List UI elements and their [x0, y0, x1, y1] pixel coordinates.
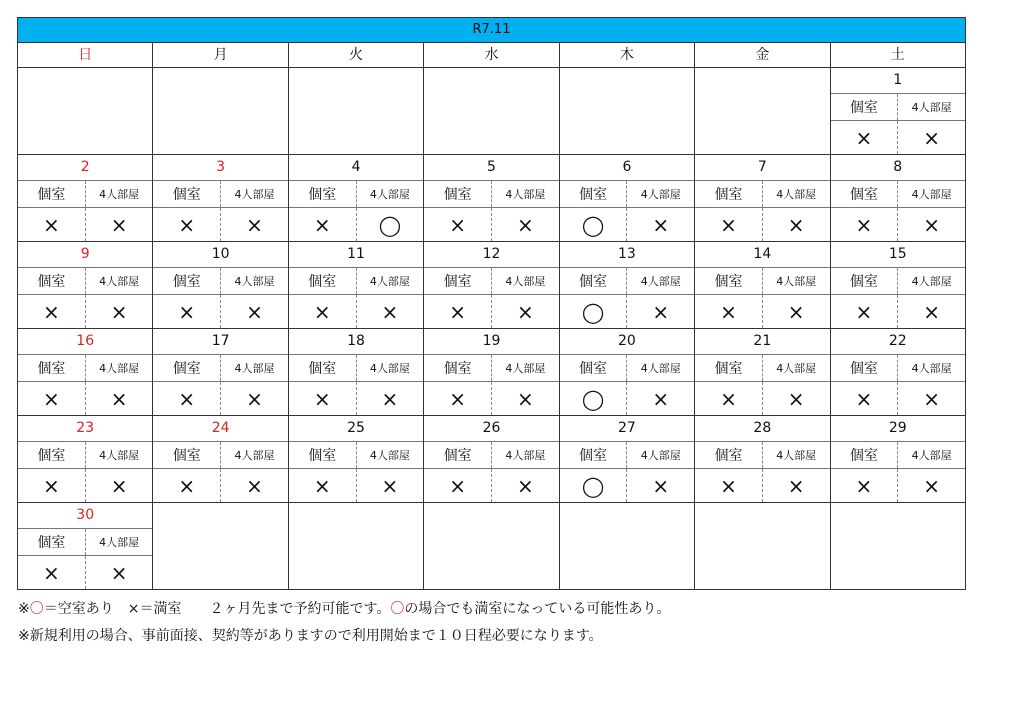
private-room-label: 個室 — [695, 442, 763, 468]
shared-availability-mark: × — [787, 386, 805, 411]
private-availability-mark: × — [695, 208, 763, 241]
day-number: 6 — [560, 155, 694, 181]
empty-day-cell — [559, 503, 694, 590]
private-room-label: 個室 — [560, 442, 628, 468]
private-availability-mark: × — [695, 295, 763, 328]
private-room-label: 個室 — [560, 268, 628, 294]
private-availability-mark: × — [424, 469, 492, 502]
shared-room-label: 4人部屋 — [776, 275, 817, 288]
private-availability-mark: ◯ — [560, 295, 628, 328]
shared-availability-mark: × — [923, 473, 941, 498]
private-room-label: 個室 — [831, 442, 899, 468]
shared-availability-mark: × — [110, 560, 128, 585]
shared-availability-mark: × — [110, 386, 128, 411]
empty-day-cell — [424, 503, 559, 590]
empty-day-cell — [18, 68, 153, 155]
shared-availability-mark: × — [246, 212, 263, 237]
weekday-header: 土 — [830, 43, 965, 68]
private-availability-mark: × — [695, 382, 763, 415]
private-availability-mark: × — [831, 208, 899, 241]
shared-room-label: 4人部屋 — [234, 275, 275, 288]
day-number: 8 — [831, 155, 965, 181]
shared-availability-mark: × — [381, 386, 399, 411]
shared-room-label: 4人部屋 — [99, 275, 140, 288]
shared-availability-mark: × — [923, 212, 941, 237]
day-number: 22 — [831, 329, 965, 355]
private-room-label: 個室 — [424, 442, 492, 468]
shared-room-label: 4人部屋 — [640, 188, 681, 201]
day-cell — [153, 155, 288, 242]
shared-room-label: 4人部屋 — [505, 188, 546, 201]
private-room-label: 個室 — [289, 268, 357, 294]
day-number: 26 — [424, 416, 558, 442]
shared-room-label: 4人部屋 — [369, 362, 410, 375]
empty-day-cell — [288, 503, 423, 590]
shared-availability-mark: × — [381, 473, 399, 498]
private-room-label: 個室 — [153, 268, 221, 294]
private-room-label: 個室 — [695, 181, 763, 207]
empty-day-cell — [424, 68, 559, 155]
shared-room-label: 4人部屋 — [234, 188, 275, 201]
day-number: 17 — [153, 329, 287, 355]
day-cell — [424, 155, 559, 242]
shared-room-label: 4人部屋 — [369, 188, 410, 201]
day-number: 3 — [153, 155, 287, 181]
private-availability-mark: × — [153, 469, 221, 502]
shared-room-label: 4人部屋 — [911, 101, 952, 114]
private-availability-mark: × — [831, 121, 899, 154]
shared-room-label: 4人部屋 — [369, 449, 410, 462]
empty-day-cell — [830, 503, 965, 590]
private-room-label: 個室 — [289, 355, 357, 381]
day-number: 30 — [18, 503, 152, 529]
day-number: 18 — [289, 329, 423, 355]
private-room-label: 個室 — [424, 355, 492, 381]
shared-availability-mark: × — [923, 299, 941, 324]
day-number: 2 — [18, 155, 152, 181]
shared-availability-mark: × — [516, 473, 534, 498]
day-number: 25 — [289, 416, 423, 442]
weekday-header: 金 — [695, 43, 830, 68]
private-room-label: 個室 — [18, 529, 86, 555]
private-availability-mark: × — [424, 382, 492, 415]
shared-availability-mark: × — [923, 386, 941, 411]
shared-room-label: 4人部屋 — [505, 275, 546, 288]
circle-symbol: 〇 — [390, 601, 405, 617]
shared-room-label: 4人部屋 — [911, 275, 952, 288]
empty-day-cell — [559, 68, 694, 155]
legend-text: ＝空室あり ×＝満室 ２ヶ月先まで予約可能です。 — [43, 601, 391, 617]
week-row — [18, 242, 966, 329]
shared-availability-mark: × — [246, 386, 263, 411]
private-room-label: 個室 — [424, 181, 492, 207]
day-cell — [559, 416, 694, 503]
day-cell — [695, 416, 830, 503]
shared-availability-mark: × — [110, 473, 128, 498]
private-room-label: 個室 — [424, 268, 492, 294]
new-user-note: ※新規利用の場合、事前面接、契約等がありますので利用開始まで１０日程必要になります。 — [18, 628, 603, 644]
day-number: 28 — [695, 416, 829, 442]
shared-room-label: 4人部屋 — [99, 536, 140, 549]
private-room-label: 個室 — [153, 181, 221, 207]
day-cell — [288, 155, 423, 242]
day-number: 27 — [560, 416, 694, 442]
shared-room-label: 4人部屋 — [99, 188, 140, 201]
weekday-header: 水 — [424, 43, 559, 68]
private-availability-mark: × — [831, 382, 899, 415]
shared-availability-mark: × — [787, 212, 805, 237]
shared-room-label: 4人部屋 — [234, 362, 275, 375]
private-room-label: 個室 — [289, 181, 357, 207]
legend-note — [18, 596, 670, 623]
day-cell — [559, 155, 694, 242]
shared-availability-mark: ◯ — [378, 212, 402, 237]
day-number: 10 — [153, 242, 287, 268]
day-cell — [695, 329, 830, 416]
private-availability-mark: × — [831, 469, 899, 502]
shared-availability-mark: × — [110, 299, 128, 324]
private-availability-mark: × — [18, 208, 86, 241]
shared-room-label: 4人部屋 — [640, 275, 681, 288]
private-availability-mark: × — [18, 556, 86, 589]
private-room-label: 個室 — [831, 181, 899, 207]
day-cell — [424, 242, 559, 329]
day-cell — [830, 242, 965, 329]
shared-availability-mark: × — [381, 299, 399, 324]
day-number: 4 — [289, 155, 423, 181]
private-room-label: 個室 — [695, 268, 763, 294]
shared-availability-mark: × — [652, 386, 670, 411]
day-cell — [288, 329, 423, 416]
shared-availability-mark: × — [516, 212, 534, 237]
private-room-label: 個室 — [831, 94, 899, 120]
empty-day-cell — [695, 68, 830, 155]
day-cell — [695, 155, 830, 242]
private-availability-mark: ◯ — [560, 382, 628, 415]
weekday-header: 木 — [559, 43, 694, 68]
day-number: 9 — [18, 242, 152, 268]
day-number: 29 — [831, 416, 965, 442]
private-room-label: 個室 — [831, 268, 899, 294]
calendar-table — [17, 17, 966, 590]
private-availability-mark: × — [289, 469, 357, 502]
shared-room-label: 4人部屋 — [776, 449, 817, 462]
private-room-label: 個室 — [18, 268, 86, 294]
shared-room-label: 4人部屋 — [776, 188, 817, 201]
private-availability-mark: × — [18, 382, 86, 415]
private-room-label: 個室 — [18, 442, 86, 468]
private-availability-mark: × — [695, 469, 763, 502]
circle-symbol: 〇 — [29, 601, 44, 617]
day-cell — [559, 329, 694, 416]
day-cell — [695, 242, 830, 329]
private-room-label: 個室 — [695, 355, 763, 381]
day-number: 14 — [695, 242, 829, 268]
day-cell — [830, 155, 965, 242]
day-number: 23 — [18, 416, 152, 442]
week-row — [18, 68, 966, 155]
shared-availability-mark: × — [516, 299, 534, 324]
private-availability-mark: × — [153, 295, 221, 328]
shared-availability-mark: × — [787, 299, 805, 324]
private-availability-mark: × — [18, 295, 86, 328]
private-room-label: 個室 — [153, 355, 221, 381]
day-number: 20 — [560, 329, 694, 355]
empty-day-cell — [153, 503, 288, 590]
private-room-label: 個室 — [831, 355, 899, 381]
shared-room-label: 4人部屋 — [99, 449, 140, 462]
private-availability-mark: × — [153, 382, 221, 415]
shared-availability-mark: × — [246, 473, 263, 498]
day-cell — [153, 242, 288, 329]
private-availability-mark: ◯ — [560, 208, 628, 241]
shared-availability-mark: × — [652, 299, 670, 324]
shared-room-label: 4人部屋 — [776, 362, 817, 375]
day-cell — [830, 416, 965, 503]
private-room-label: 個室 — [289, 442, 357, 468]
shared-room-label: 4人部屋 — [505, 449, 546, 462]
shared-room-label: 4人部屋 — [505, 362, 546, 375]
day-cell — [424, 416, 559, 503]
private-availability-mark: × — [153, 208, 221, 241]
day-number: 19 — [424, 329, 558, 355]
private-availability-mark: × — [289, 295, 357, 328]
day-number: 1 — [831, 68, 965, 94]
private-availability-mark: × — [289, 382, 357, 415]
day-number: 5 — [424, 155, 558, 181]
shared-availability-mark: × — [652, 473, 670, 498]
shared-room-label: 4人部屋 — [99, 362, 140, 375]
day-cell — [18, 503, 153, 590]
private-availability-mark: ◯ — [560, 469, 628, 502]
weekday-header-row — [18, 43, 966, 68]
day-cell — [153, 416, 288, 503]
private-availability-mark: × — [289, 208, 357, 241]
day-number: 13 — [560, 242, 694, 268]
shared-room-label: 4人部屋 — [234, 449, 275, 462]
private-availability-mark: × — [831, 295, 899, 328]
day-cell — [18, 329, 153, 416]
shared-availability-mark: × — [923, 125, 941, 150]
day-number: 12 — [424, 242, 558, 268]
shared-room-label: 4人部屋 — [911, 188, 952, 201]
week-row — [18, 155, 966, 242]
availability-caveat: の場合でも満室になっている可能性あり。 — [404, 601, 671, 617]
day-cell — [288, 242, 423, 329]
day-number: 16 — [18, 329, 152, 355]
day-number: 7 — [695, 155, 829, 181]
shared-availability-mark: × — [787, 473, 805, 498]
shared-room-label: 4人部屋 — [911, 449, 952, 462]
day-number: 15 — [831, 242, 965, 268]
week-row — [18, 503, 966, 590]
shared-room-label: 4人部屋 — [640, 449, 681, 462]
weekday-header: 日 — [18, 43, 153, 68]
empty-day-cell — [153, 68, 288, 155]
weekday-header: 火 — [288, 43, 423, 68]
private-availability-mark: × — [18, 469, 86, 502]
weekday-header: 月 — [153, 43, 288, 68]
empty-day-cell — [288, 68, 423, 155]
day-number: 21 — [695, 329, 829, 355]
day-cell — [830, 68, 965, 155]
shared-room-label: 4人部屋 — [640, 362, 681, 375]
shared-availability-mark: × — [246, 299, 263, 324]
private-room-label: 個室 — [560, 355, 628, 381]
private-room-label: 個室 — [153, 442, 221, 468]
calendar-title: R7.11 — [18, 18, 966, 43]
private-availability-mark: × — [424, 208, 492, 241]
day-cell — [559, 242, 694, 329]
week-row — [18, 416, 966, 503]
shared-room-label: 4人部屋 — [369, 275, 410, 288]
day-cell — [288, 416, 423, 503]
private-room-label: 個室 — [18, 355, 86, 381]
week-row — [18, 329, 966, 416]
empty-day-cell — [695, 503, 830, 590]
shared-room-label: 4人部屋 — [911, 362, 952, 375]
shared-availability-mark: × — [652, 212, 670, 237]
private-room-label: 個室 — [18, 181, 86, 207]
shared-availability-mark: × — [516, 386, 534, 411]
note-mark: ※ — [18, 601, 30, 617]
day-number: 11 — [289, 242, 423, 268]
day-cell — [18, 242, 153, 329]
day-cell — [424, 329, 559, 416]
day-number: 24 — [153, 416, 287, 442]
day-cell — [18, 416, 153, 503]
private-room-label: 個室 — [560, 181, 628, 207]
shared-availability-mark: × — [110, 212, 128, 237]
day-cell — [830, 329, 965, 416]
notes — [18, 596, 670, 650]
private-availability-mark: × — [424, 295, 492, 328]
day-cell — [153, 329, 288, 416]
day-cell — [18, 155, 153, 242]
